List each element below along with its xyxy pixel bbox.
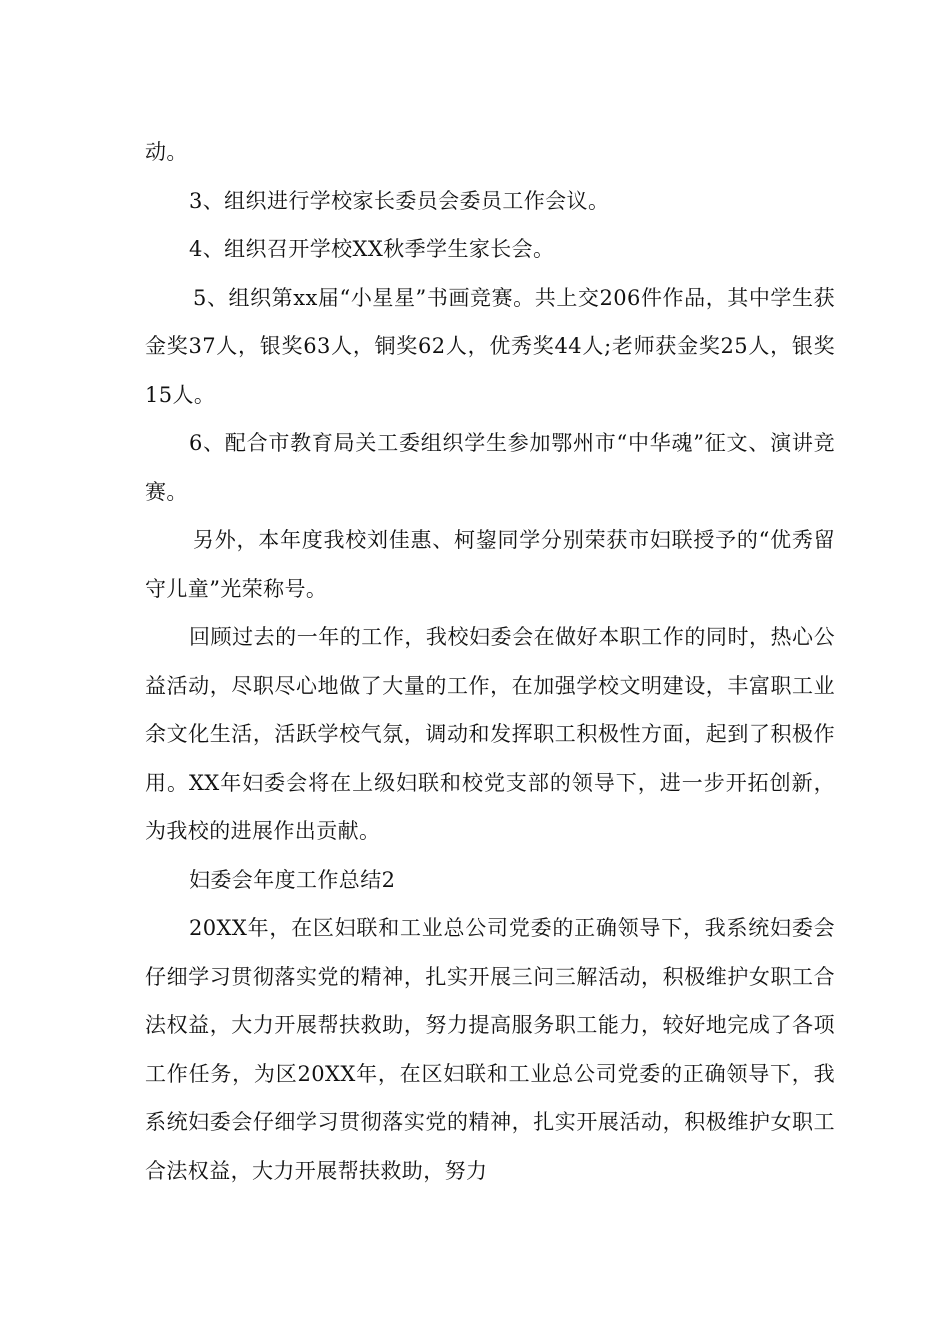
paragraph-summary-2: 20XX年，在区妇联和工业总公司党委的正确领导下，我系统妇委会仔细学习贯彻落实党的精神，扎实开展三问三解活动，积极维护女职工合法权益，大力开展帮扶救助，努力提高服务职工能力，较好地完成了各项工作任务，为区20XX年，在区妇联和工业总公司党委的正确领导下，我系统妇委会仔细学习贯彻落实党的精神，扎实开展活动，积极维护女职工合法权益，大力开展帮扶救助，努力 bbox=[145, 916, 835, 1183]
paragraph-review: 回顾过去的一年的工作，我校妇委会在做好本职工作的同时，热心公益活动，尽职尽心地做了大量的工作，在加强学校文明建设，丰富职工业余文化生活，活跃学校气氛，调动和发挥职工积极性方面，起到了积极作用。XX年妇委会将在上级妇联和校党支部的领导下，进一步开拓创新，为我校的进展作出贡献。 bbox=[145, 625, 835, 843]
paragraph-additional: 另外，本年度我校刘佳惠、柯鋆同学分别荣获市妇联授予的“优秀留守儿童”光荣称号。 bbox=[145, 528, 835, 601]
paragraph-item-3: 3、组织进行学校家长委员会委员工作会议。 bbox=[189, 188, 610, 213]
paragraph-item-6: 6、配合市教育局关工委组织学生参加鄂州市“中华魂”征文、演讲竞赛。 bbox=[145, 431, 835, 504]
section-heading: 妇委会年度工作总结2 bbox=[189, 867, 396, 892]
document-body bbox=[145, 128, 835, 1195]
paragraph-continuation: 动。 bbox=[145, 140, 188, 164]
paragraph-item-5: 5、组织第xx届“小星星”书画竞赛。共上交206件作品，其中学生获金奖37人，银奖63人，铜奖62人，优秀奖44人;老师获金奖25人，银奖15人。 bbox=[145, 285, 835, 407]
paragraph-item-4: 4、组织召开学校XX秋季学生家长会。 bbox=[189, 237, 555, 261]
